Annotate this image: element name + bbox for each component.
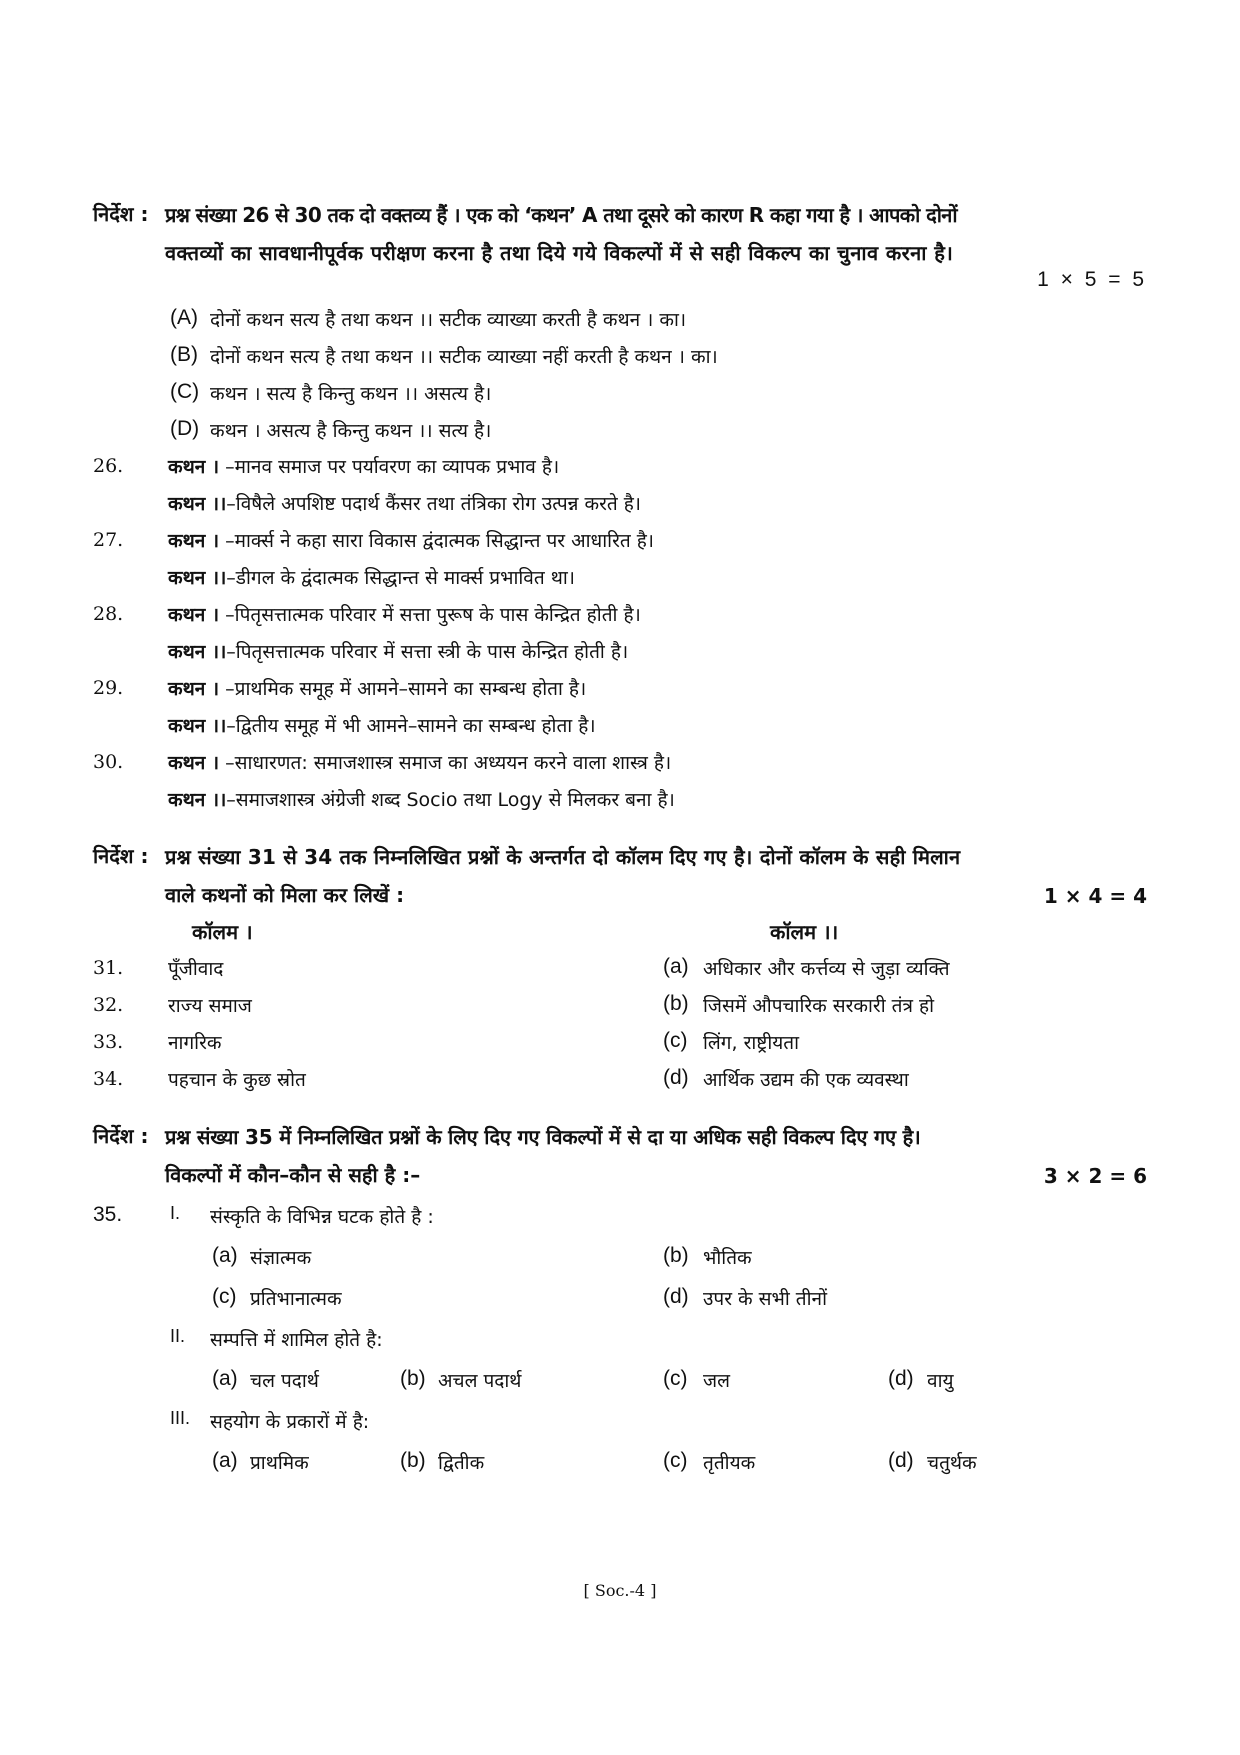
statement-label: कथन ।। — [168, 641, 227, 663]
statement-label: कथन ।। — [168, 715, 227, 737]
statement-label: कथन ।। — [168, 493, 227, 515]
mcq-key: (a) — [212, 1244, 238, 1267]
mcq-text: प्राथमिक — [250, 1452, 309, 1474]
part-roman: III. — [170, 1408, 191, 1428]
match-row-number: 34. — [93, 1068, 124, 1090]
section2-marks: 1 × 4 = 4 — [1043, 884, 1147, 908]
statement-2 — [168, 564, 575, 590]
mcq-key: (c) — [663, 1367, 688, 1390]
statement-label: कथन ।। — [168, 789, 227, 811]
mcq-key: (b) — [400, 1449, 426, 1472]
statement-2 — [168, 712, 596, 738]
mcq-text: उपर के सभी तीनों — [703, 1288, 828, 1310]
match-left: राज्य समाज — [168, 995, 252, 1017]
match-left: पूँजीवाद — [168, 958, 224, 980]
question-number: 26. — [93, 455, 124, 477]
option-key: (C) — [170, 380, 200, 403]
mcq-text: द्वितीक — [438, 1452, 485, 1474]
mcq-text: भौतिक — [703, 1247, 752, 1269]
option-text: दोनों कथन सत्य है तथा कथन ।। सटीक व्याख्या करती है कथन । का। — [210, 309, 687, 331]
question-number: 29. — [93, 677, 124, 699]
section1-line2: वक्तव्यों का सावधानीपूर्वक परीक्षण करना है तथा दिये गये विकल्पों में से सही विकल्प का चुनाव करना है। — [165, 241, 954, 265]
option-text: कथन । सत्य है किन्तु कथन ।। असत्य है। — [210, 383, 492, 405]
mcq-key: (a) — [212, 1367, 238, 1390]
column-1-header: कॉलम । — [192, 920, 253, 944]
option-key: (B) — [170, 343, 198, 366]
section3-line1: प्रश्न संख्या 35 में निम्नलिखित प्रश्नों के लिए दिए गए विकल्पों में से दा या अधिक सही विकल्प दिए गए है। — [165, 1125, 921, 1149]
part-roman: I. — [170, 1203, 181, 1223]
mcq-text: प्रतिभानात्मक — [250, 1288, 342, 1310]
mcq-text: चल पदार्थ — [250, 1370, 319, 1392]
mcq-text: संज्ञात्मक — [250, 1247, 312, 1269]
statement-text: –विषैले अपशिष्ट पदार्थ कैंसर तथा तंत्रिका रोग उत्पन्न करते है। — [226, 493, 642, 515]
statement-1 — [168, 453, 559, 479]
statement-1 — [168, 749, 671, 775]
section1-directions — [165, 196, 1147, 272]
match-row-number: 33. — [93, 1031, 124, 1053]
statement-label: कथन । — [168, 678, 220, 700]
section3-line2: विकल्पों में कौन–कौन से सही है :– — [165, 1163, 421, 1187]
statement-label: कथन । — [168, 752, 220, 774]
section1-label: निर्देश : — [93, 202, 149, 226]
option-text: दोनों कथन सत्य है तथा कथन ।। सटीक व्याख्या नहीं करती है कथन । का। — [210, 346, 718, 368]
question-number: 35. — [93, 1203, 123, 1226]
mcq-text: तृतीयक — [703, 1452, 756, 1474]
section1-line1: प्रश्न संख्या 26 से 30 तक दो वक्तव्य हैं । एक को ‘कथन’ A तथा दूसरे को कारण R कहा गया है । आपको दोनों — [165, 203, 957, 227]
statement-1 — [168, 675, 586, 701]
part-text: सम्पत्ति में शामिल होते है: — [210, 1329, 383, 1351]
section3-label: निर्देश : — [93, 1124, 149, 1148]
section2-line1: प्रश्न संख्या 31 से 34 तक निम्नलिखित प्रश्नों के अन्तर्गत दो कॉलम दिए गए है। दोनों कॉलम के सही मिलान — [165, 845, 961, 869]
mcq-key: (b) — [663, 1244, 689, 1267]
match-row-number: 32. — [93, 994, 124, 1016]
statement-text: –मार्क्स ने कहा सारा विकास द्वंदात्मक सिद्धान्त पर आधारित है। — [219, 530, 654, 552]
statement-text: –समाजशास्त्र अंग्रेजी शब्द Socio तथा Logy से मिलकर बना है। — [226, 789, 675, 811]
option-key: (D) — [170, 417, 200, 440]
match-right: अधिकार और कर्त्तव्य से जुड़ा व्यक्ति — [703, 958, 950, 980]
match-key: (c) — [663, 1029, 688, 1052]
mcq-text: जल — [703, 1370, 730, 1392]
statement-2 — [168, 786, 675, 812]
mcq-text: अचल पदार्थ — [438, 1370, 522, 1392]
statement-text: –डीगल के द्वंदात्मक सिद्धान्त से मार्क्स प्रभावित था। — [226, 567, 575, 589]
statement-1 — [168, 527, 654, 553]
option-key: (A) — [170, 306, 198, 329]
match-right: जिसमें औपचारिक सरकारी तंत्र हो — [703, 995, 935, 1017]
statement-2 — [168, 638, 628, 664]
part-text: सहयोग के प्रकारों में है: — [210, 1411, 370, 1433]
statement-text: –पितृसत्तात्मक परिवार में सत्ता पुरूष के पास केन्द्रित होती है। — [219, 604, 641, 626]
match-left: नागरिक — [168, 1032, 222, 1054]
match-row-number: 31. — [93, 957, 124, 979]
mcq-key: (c) — [663, 1449, 688, 1472]
match-right: आर्थिक उद्यम की एक व्यवस्था — [703, 1069, 909, 1091]
statement-text: –साधारणत: समाजशास्त्र समाज का अध्ययन करने वाला शास्त्र है। — [219, 752, 672, 774]
part-text: संस्कृति के विभिन्न घटक होते है : — [210, 1206, 434, 1228]
mcq-key: (b) — [400, 1367, 426, 1390]
question-number: 28. — [93, 603, 124, 625]
statement-text: –प्राथमिक समूह में आमने–सामने का सम्बन्ध होता है। — [219, 678, 587, 700]
mcq-key: (d) — [663, 1285, 689, 1308]
statement-text: –पितृसत्तात्मक परिवार में सत्ता स्त्री के पास केन्द्रित होती है। — [226, 641, 629, 663]
mcq-text: वायु — [927, 1370, 954, 1392]
statement-label: कथन । — [168, 456, 220, 478]
mcq-key: (d) — [888, 1367, 914, 1390]
section1-marks: 1 × 5 = 5 — [1037, 268, 1147, 291]
part-roman: II. — [170, 1326, 186, 1346]
section3-marks: 3 × 2 = 6 — [1043, 1164, 1147, 1188]
mcq-key: (d) — [888, 1449, 914, 1472]
mcq-key: (c) — [212, 1285, 237, 1308]
match-key: (b) — [663, 992, 689, 1015]
statement-label: कथन । — [168, 530, 220, 552]
question-number: 30. — [93, 751, 124, 773]
match-left: पहचान के कुछ स्रोत — [168, 1069, 306, 1091]
page-footer: [ Soc.-4 ] — [583, 1581, 657, 1600]
match-right: लिंग, राष्ट्रीयता — [703, 1032, 800, 1054]
statement-label: कथन । — [168, 604, 220, 626]
statement-1 — [168, 601, 641, 627]
section2-label: निर्देश : — [93, 844, 149, 868]
statement-text: –मानव समाज पर पर्यावरण का व्यापक प्रभाव है। — [219, 456, 560, 478]
match-key: (a) — [663, 955, 689, 978]
mcq-text: चतुर्थक — [927, 1452, 977, 1474]
column-2-header: कॉलम ।। — [770, 920, 839, 944]
statement-2 — [168, 490, 641, 516]
match-key: (d) — [663, 1066, 689, 1089]
mcq-key: (a) — [212, 1449, 238, 1472]
statement-text: –द्वितीय समूह में भी आमने–सामने का सम्बन्ध होता है। — [226, 715, 596, 737]
statement-label: कथन ।। — [168, 567, 227, 589]
section2-line2: वाले कथनों को मिला कर लिखें : — [165, 883, 405, 907]
question-number: 27. — [93, 529, 124, 551]
option-text: कथन । असत्य है किन्तु कथन ।। सत्य है। — [210, 420, 492, 442]
